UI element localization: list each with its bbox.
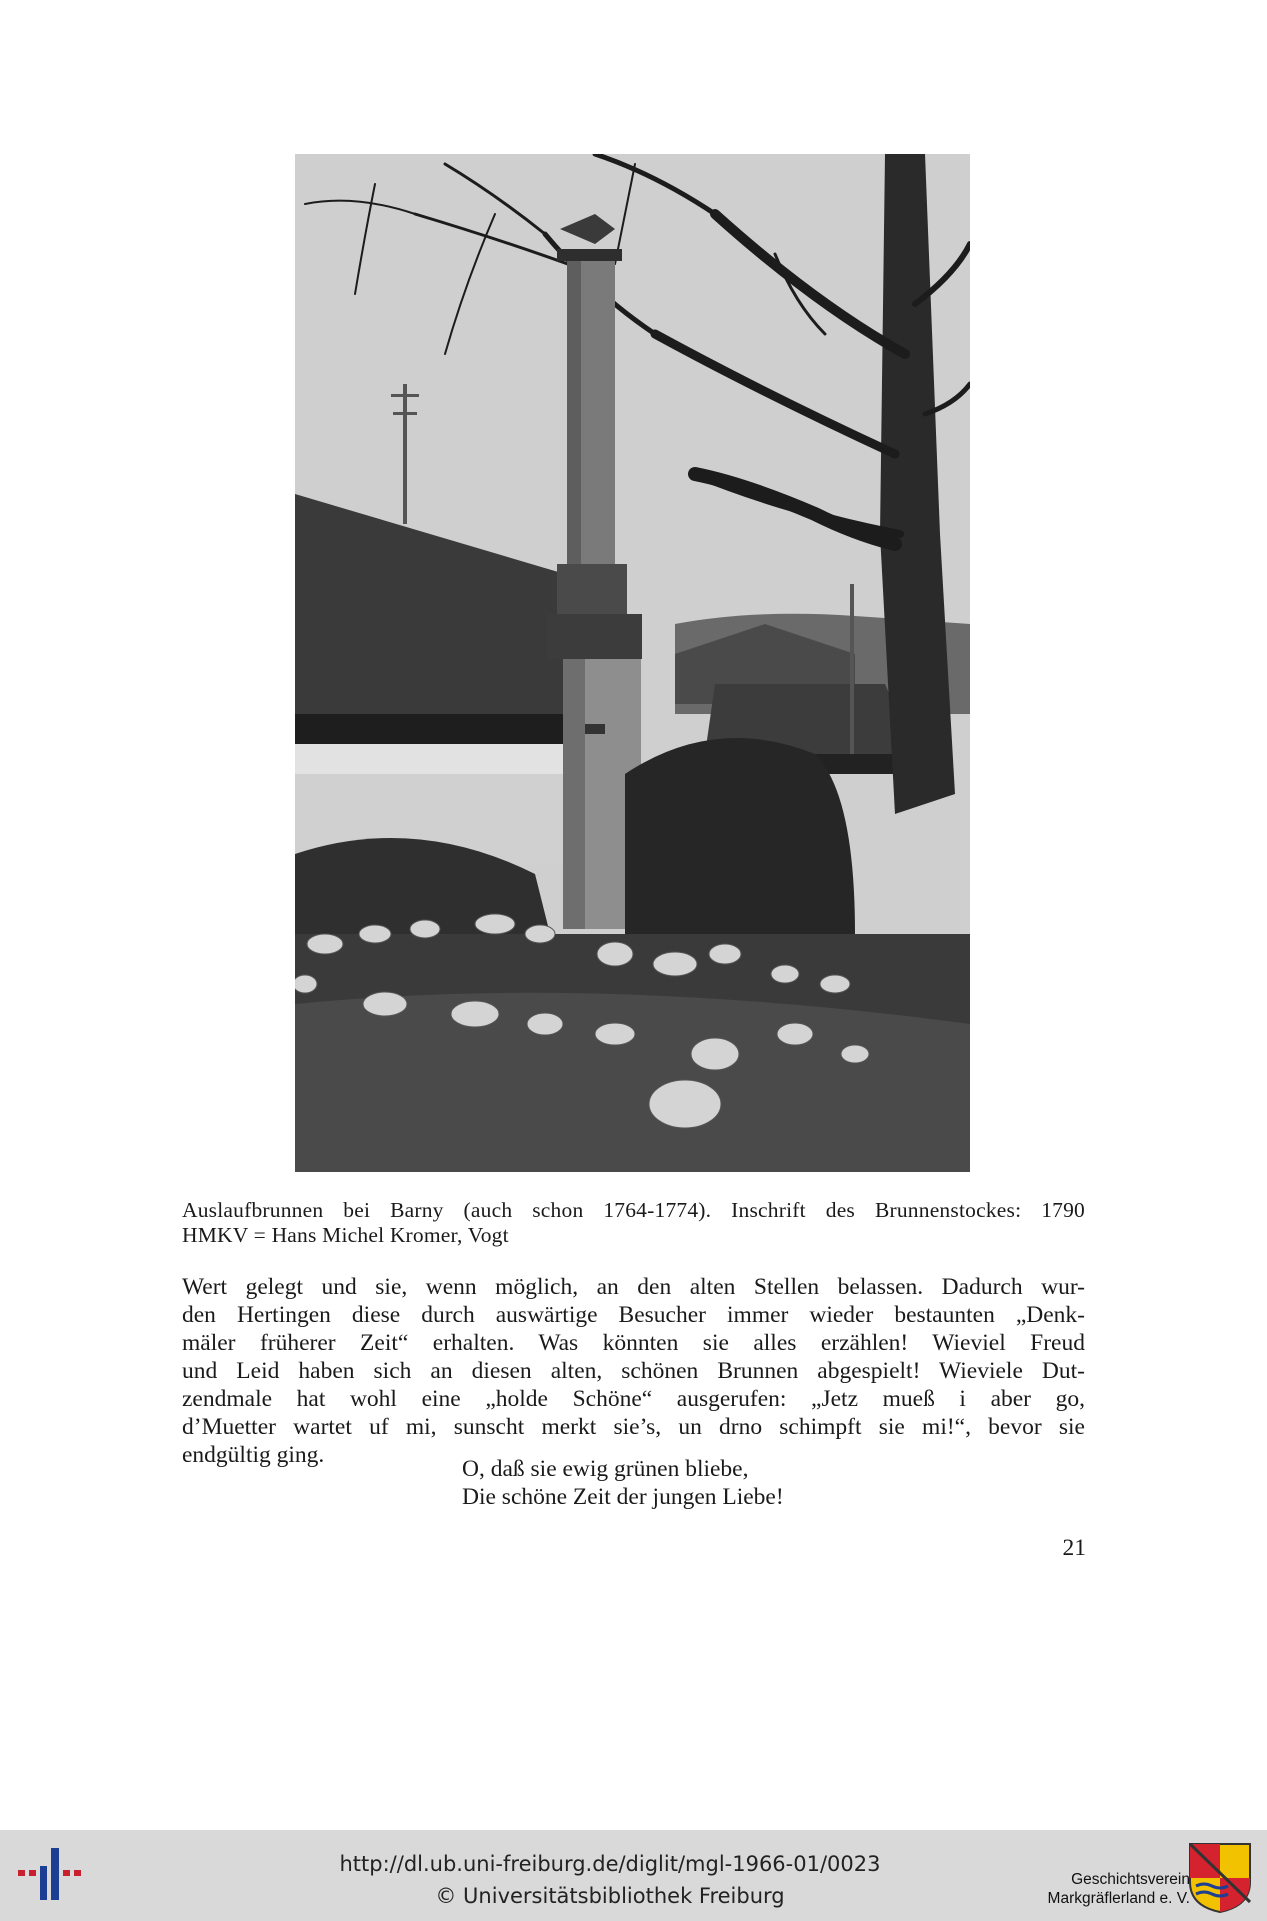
- fountain-photograph: [295, 154, 970, 1172]
- society-name: [1000, 1870, 1190, 1908]
- body-line: Wert gelegt und sie, wenn möglich, an den alten Stellen belassen. Dadurch wur-: [182, 1274, 1085, 1300]
- coat-of-arms-icon: [1188, 1842, 1252, 1914]
- photo-illustration: [295, 154, 970, 1172]
- body-paragraph: [182, 1273, 1085, 1469]
- body-line: endgültig ging.: [182, 1442, 325, 1468]
- body-line: mäler früherer Zeit“ erhalten. Was könnten sie alles erzählen! Wieviel Freud: [182, 1330, 1085, 1356]
- caption-line-2: HMKV = Hans Michel Kromer, Vogt: [182, 1223, 509, 1247]
- verse-line: O, daß sie ewig grünen bliebe,: [462, 1456, 749, 1482]
- ub-freiburg-logo-icon: [18, 1848, 82, 1900]
- body-line: den Hertingen diese durch auswärtige Besucher immer wieder bestaunten „Denk-: [182, 1302, 1085, 1328]
- body-line: zendmale hat wohl eine „holde Schöne“ ausgerufen: „Jetz mueß i aber go,: [182, 1386, 1085, 1412]
- society-line-2: Markgräflerland e. V.: [1047, 1890, 1190, 1907]
- society-line-1: Geschichtsverein: [1071, 1871, 1190, 1888]
- caption-line-1: Auslaufbrunnen bei Barny (auch schon 1764-1774). Inschrift des Brunnenstockes: 1790: [182, 1198, 1085, 1222]
- verse: [462, 1455, 784, 1511]
- footer-url-link[interactable]: http://dl.ub.uni-freiburg.de/diglit/mgl-1966-01/0023: [339, 1852, 881, 1876]
- page-number: 21: [1062, 1535, 1086, 1561]
- body-line: d’Muetter wartet uf mi, sunscht merkt sie’s, un drno schimpft sie mi!“, bevor sie: [182, 1414, 1085, 1440]
- photo-caption: [182, 1198, 1085, 1248]
- body-line: und Leid haben sich an diesen alten, schönen Brunnen abgespielt! Wieviele Dut-: [182, 1358, 1085, 1384]
- footer-bar: [0, 1830, 1267, 1921]
- verse-line: Die schöne Zeit der jungen Liebe!: [462, 1484, 784, 1510]
- footer-copyright: © Universitätsbibliothek Freiburg: [435, 1884, 785, 1908]
